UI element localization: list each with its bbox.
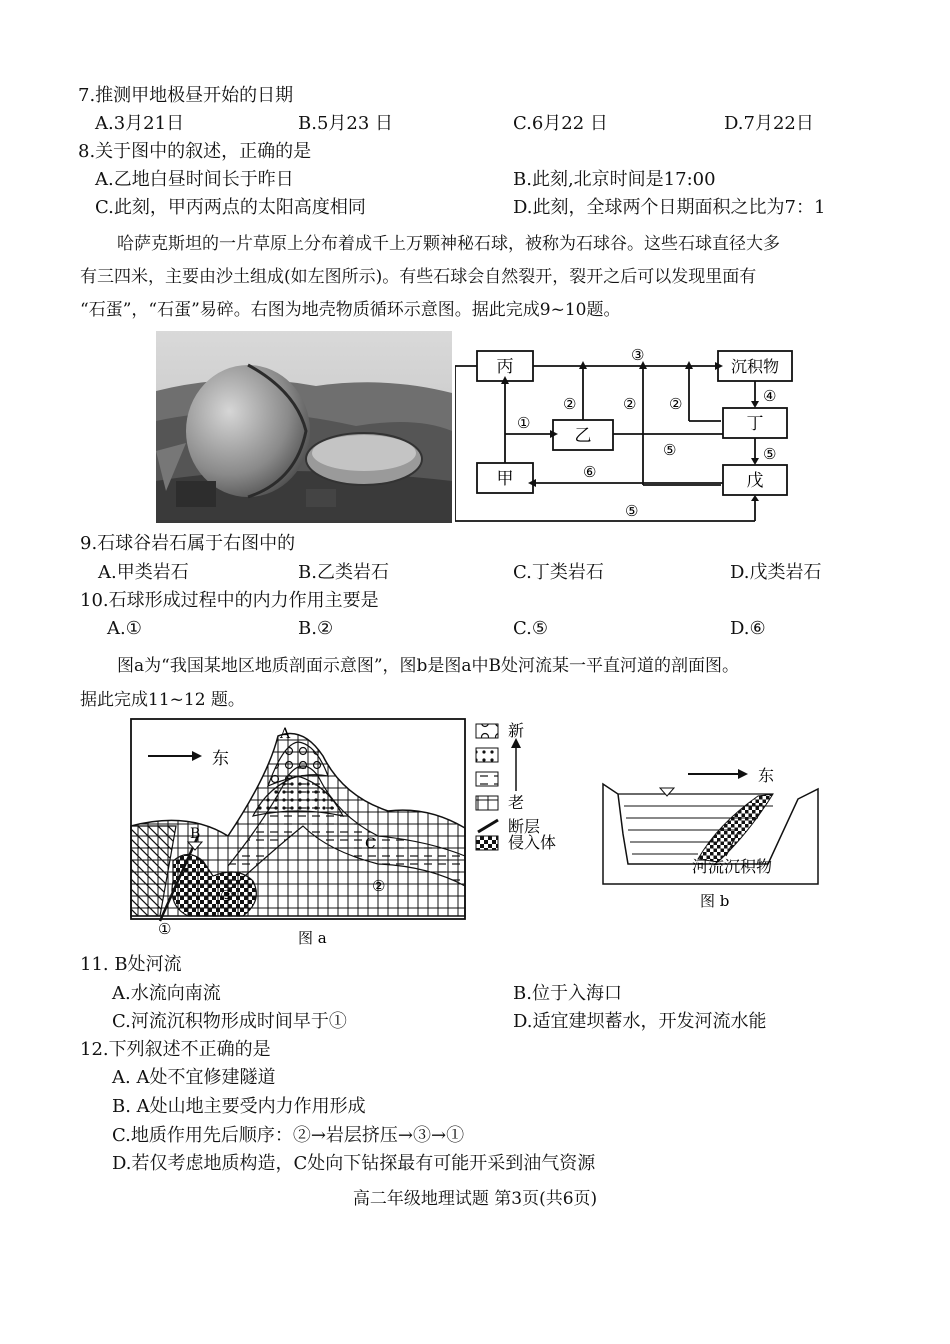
fig-a-label-B: B — [190, 826, 201, 842]
q11-stem: 11. B处河流 — [80, 954, 182, 975]
q9-stem: 9.石球谷岩石属于右图中的 — [80, 533, 296, 554]
q12-option-a: A. A处不宜修建隧道 — [112, 1067, 276, 1088]
q7-option-b: B.5月23 日 — [298, 113, 394, 134]
arrow-label-6: ⑥ — [583, 463, 597, 481]
node-ding-label: 丁 — [746, 414, 764, 434]
rock-cycle-diagram — [455, 335, 805, 525]
q8-option-d: D.此刻，全球两个日期面积之比为7：1 — [513, 197, 826, 218]
q11-option-d: D.适宜建坝蓄水，开发河流水能 — [513, 1011, 767, 1032]
q7-stem: 7.推测甲地极昼开始的日期 — [78, 85, 294, 106]
fig-a-label-1: ① — [158, 920, 172, 938]
fig-a-label-C: C — [365, 836, 376, 852]
fig-a-legend-new: 新 — [508, 721, 525, 740]
page-footer: 高二年级地理试题 第3页(共6页) — [352, 1189, 598, 1209]
fig-b-sediment-label: 河流沉积物 — [692, 857, 773, 876]
passage1-line-2: 有三四米，主要由沙土组成(如左图所示)。有些石球会自然裂开，裂开之后可以发现里面有 — [80, 267, 757, 287]
q8-option-b: B.此刻,北京时间是17:00 — [513, 169, 716, 190]
stone-ball-photo — [156, 331, 452, 523]
q10-option-b: B.② — [298, 618, 334, 639]
q8-stem: 8.关于图中的叙述，正确的是 — [78, 141, 312, 162]
arrow-label-3: ③ — [631, 346, 645, 364]
figure-b — [598, 754, 828, 914]
q11-option-b: B.位于入海口 — [513, 983, 622, 1004]
fig-a-label-3: ③ — [220, 887, 234, 905]
q12-option-c: C.地质作用先后顺序：②→岩层挤压→③→① — [112, 1125, 465, 1146]
arrow-label-4: ④ — [763, 387, 777, 405]
node-yi-label: 乙 — [574, 426, 592, 446]
arrow-label-5b: ⑤ — [663, 441, 677, 459]
q7-option-d: D.7月22日 — [724, 113, 814, 134]
q9-option-d: D.戊类岩石 — [730, 562, 822, 583]
arrow-label-2b: ② — [623, 395, 637, 413]
q10-option-d: D.⑥ — [730, 618, 766, 639]
figure-a — [128, 716, 588, 946]
q9-option-a: A.甲类岩石 — [98, 562, 189, 583]
node-sediment-label: 沉积物 — [730, 357, 780, 376]
fig-a-label-A: A — [280, 726, 291, 742]
passage2-line-2: 据此完成11~12 题。 — [80, 690, 245, 710]
q7-option-a: A.3月21日 — [95, 113, 185, 134]
arrow-label-2a: ② — [563, 395, 577, 413]
arrow-label-1: ① — [517, 414, 531, 432]
node-wu-label: 戊 — [746, 471, 764, 491]
fig-b-caption: 图 b — [700, 892, 730, 910]
node-jia-label: 甲 — [496, 469, 514, 489]
fig-a-east-label: 东 — [212, 749, 229, 769]
arrow-label-5c: ⑤ — [625, 502, 639, 520]
q11-option-a: A.水流向南流 — [112, 983, 221, 1004]
q9-option-b: B.乙类岩石 — [298, 562, 389, 583]
q10-stem: 10.石球形成过程中的内力作用主要是 — [80, 590, 379, 611]
q9-option-c: C.丁类岩石 — [513, 562, 604, 583]
passage1-line-3: “石蛋”，“石蛋”易碎。右图为地壳物质循环示意图。据此完成9~10题。 — [80, 300, 621, 320]
fig-a-label-2: ② — [372, 877, 386, 895]
node-bing-label: 丙 — [496, 357, 514, 377]
q10-option-a: A.① — [107, 618, 142, 639]
q7-option-c: C.6月22 日 — [513, 113, 608, 134]
q8-option-c: C.此刻，甲丙两点的太阳高度相同 — [95, 197, 366, 218]
passage1-line-1: 哈萨克斯坦的一片草原上分布着成千上万颗神秘石球，被称为石球谷。这些石球直径大多 — [117, 234, 780, 254]
arrow-label-2c: ② — [669, 395, 683, 413]
fig-b-east-label: 东 — [758, 766, 775, 785]
q10-option-c: C.⑤ — [513, 618, 548, 639]
q12-option-d: D.若仅考虑地质构造，C处向下钻探最有可能开采到油气资源 — [112, 1153, 596, 1174]
q12-stem: 12.下列叙述不正确的是 — [80, 1039, 271, 1060]
passage2-line-1: 图a为“我国某地区地质剖面示意图”，图b是图a中B处河流某一平直河道的剖面图。 — [117, 656, 740, 676]
q8-option-a: A.乙地白昼时间长于昨日 — [95, 169, 294, 190]
q12-option-b: B. A处山地主要受内力作用形成 — [112, 1096, 366, 1117]
fig-a-caption: 图 a — [298, 929, 327, 946]
fig-a-legend-fault: 断层 — [508, 817, 541, 836]
fig-a-legend-intrusion: 侵入体 — [508, 833, 557, 852]
arrow-label-5a: ⑤ — [763, 445, 777, 463]
q11-option-c: C.河流沉积物形成时间早于① — [112, 1011, 347, 1032]
fig-a-legend-old: 老 — [508, 793, 525, 812]
